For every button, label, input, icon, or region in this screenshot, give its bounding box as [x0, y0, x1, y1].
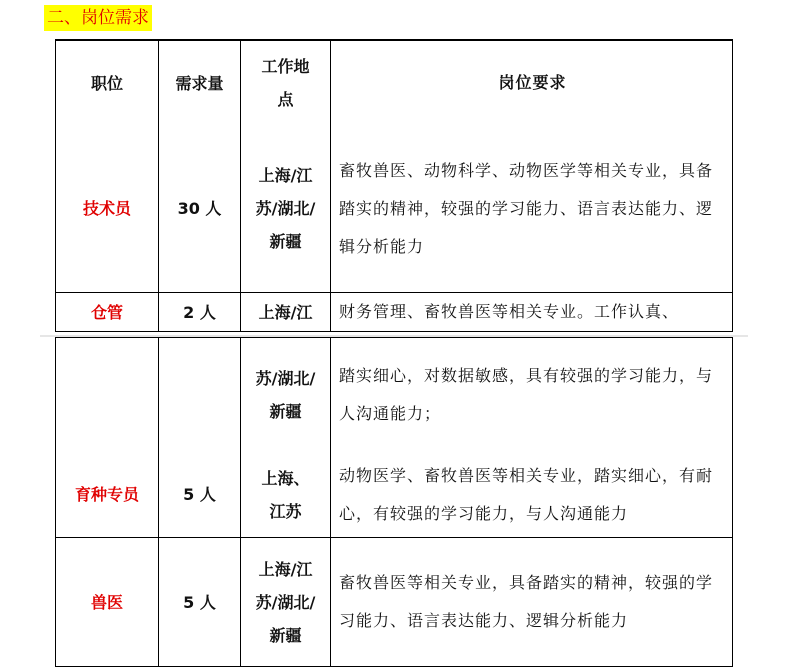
requirements-cell: 财务管理、畜牧兽医等相关专业。工作认真、: [331, 293, 733, 331]
quantity-cell: 2 人: [159, 293, 241, 331]
table-header-row: [55, 39, 733, 126]
quantity-cell: [159, 338, 241, 452]
quantity-cell: 30 人: [159, 125, 241, 292]
location-cell: 上海/江: [241, 293, 331, 331]
table-row: [55, 293, 733, 332]
table-row: [55, 538, 733, 667]
header-requirements: 岗位要求: [331, 41, 733, 125]
requirements-cell: 动物医学、畜牧兽医等相关专业，踏实细心，有耐心，有较强的学习能力，与人沟通能力: [331, 452, 733, 537]
section-heading: 二、岗位需求: [44, 5, 152, 31]
page-break-divider: [40, 335, 748, 337]
location-cell: 上海/江苏/湖北/新疆: [241, 125, 331, 292]
location-cell: 苏/湖北/新疆: [241, 338, 331, 452]
position-cell: 仓管: [55, 293, 159, 331]
table-row: [55, 337, 733, 453]
header-position: 职位: [55, 41, 159, 125]
position-cell: 兽医: [55, 538, 159, 666]
table-row: [55, 452, 733, 538]
header-quantity: 需求量: [159, 41, 241, 125]
quantity-cell: 5 人: [159, 452, 241, 537]
requirements-cell: 踏实细心，对数据敏感，具有较强的学习能力，与人沟通能力；: [331, 338, 733, 452]
position-cell: 育种专员: [55, 452, 159, 537]
position-cell: [55, 338, 159, 452]
quantity-cell: 5 人: [159, 538, 241, 666]
requirements-cell: 畜牧兽医、动物科学、动物医学等相关专业，具备踏实的精神，较强的学习能力、语言表达能力、逻辑分析能力: [331, 125, 733, 292]
location-cell: 上海、江苏: [241, 452, 331, 537]
position-cell: 技术员: [55, 125, 159, 292]
requirements-cell: 畜牧兽医等相关专业，具备踏实的精神，较强的学习能力、语言表达能力、逻辑分析能力: [331, 538, 733, 666]
location-cell: 上海/江苏/湖北/新疆: [241, 538, 331, 666]
header-location: 工作地点: [241, 41, 331, 125]
table-row: [55, 125, 733, 293]
